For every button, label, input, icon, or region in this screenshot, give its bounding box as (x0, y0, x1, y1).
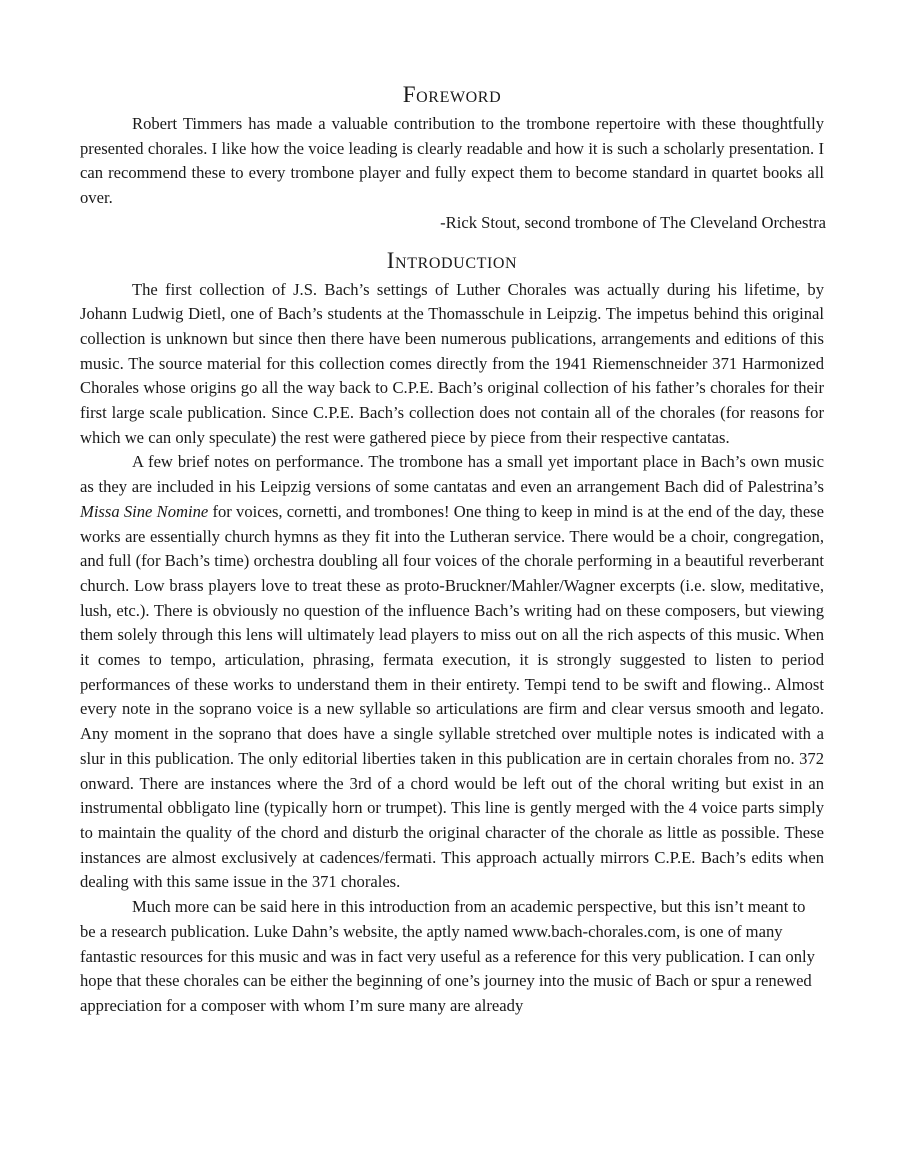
introduction-paragraph-2 (80, 450, 824, 895)
foreword-heading: Foreword (402, 82, 502, 107)
paragraph-2-text-a: A few brief notes on performance. The trombone has a small yet important place in Bach’s own music as they are included in his Leipzig versions of some cantatas and even an arrangement Bach did of Palestrina’s (80, 452, 824, 497)
foreword-paragraph: Robert Timmers has made a valuable contribution to the trombone repertoire with these thoughtfully presented chorales. I like how the voice leading is clearly readable and how it is such a scholarly presentation. I can recommend these to every trombone player and fully expect them to become standard in quartet books all over. (80, 114, 824, 208)
introduction-heading: Introduction (386, 247, 518, 273)
document-page (80, 78, 824, 1019)
introduction-paragraph-3: Much more can be said here in this introduction from an academic perspective, but this isn’t meant to be a research publication. Luke Dahn’s website, the aptly named www.bach-chorales.com, is one of many fantastic resources for this music and was in fact very useful as a reference for this very publication. I can only hope that these chorales can be either the beginning of one’s journey into the music of Bach or spur a renewed appreciation for a composer with whom I’m sure many are already (80, 897, 815, 1015)
missa-sine-nomine-title: Missa Sine Nomine (80, 501, 209, 521)
introduction-paragraph-1: The first collection of J.S. Bach’s settings of Luther Chorales was actually during his lifetime, by Johann Ludwig Dietl, one of Bach’s students at the Thomasschule in Leipzig. The impetus behind this original collection is unknown but since then there have been numerous publications, arrangements and editions of this music. The source material for this collection comes directly from the 1941 Riemenschneider 371 Harmonized Chorales whose origins go all the way back to C.P.E. Bach’s original collection of his father’s chorales for their first large scale publication. Since C.P.E. Bach’s collection does not contain all of the chorales (for reasons for which we can only speculate) the rest were gathered piece by piece from their respective cantatas. (80, 279, 824, 447)
foreword-attribution: -Rick Stout, second trombone of The Cleveland Orchestra (440, 212, 826, 232)
paragraph-2-text-b: for voices, cornetti, and trombones! One thing to keep in mind is at the end of the day, these works are essentially church hymns as they fit into the Lutheran service. There would be a choir, congregation, and full (for Bach’s time) orchestra doubling all four voices of the chorale performing in a beautiful reverberant church. Low brass players love to treat these as proto-Bruckner/Mahler/Wagner excerpts (i.e. slow, meditative, lush, etc.). There is obviously no question of the influence Bach’s writing had on these composers, but viewing them solely through this lens will ultimately lead players to miss out on all the rich aspects of this music. When it comes to tempo, articulation, phrasing, fermata execution, it is strongly suggested to listen to period performances of these works to understand them in their entirety. Tempi tend to be swift and flowing.. Almost every note in the soprano voice is a new syllable so articulations are firm and clear versus smooth and legato. Any moment in the soprano that does have a single syllable stretched over multiple notes is indicated with a slur in this publication. The only editorial liberties taken in this publication are in certain chorales from no. 372 onward. There are instances where the 3rd of a chord would be left out of the choral writing but exist in an instrumental obbligato line (typically horn or trumpet). This line is gently merged with the 4 voice parts simply to maintain the quality of the chord and disturb the original character of the chorale as little as possible. These instances are almost exclusively at cadences/fermati. This approach actually mirrors C.P.E. Bach’s edits when dealing with this same issue in the 371 chorales. (80, 501, 825, 892)
